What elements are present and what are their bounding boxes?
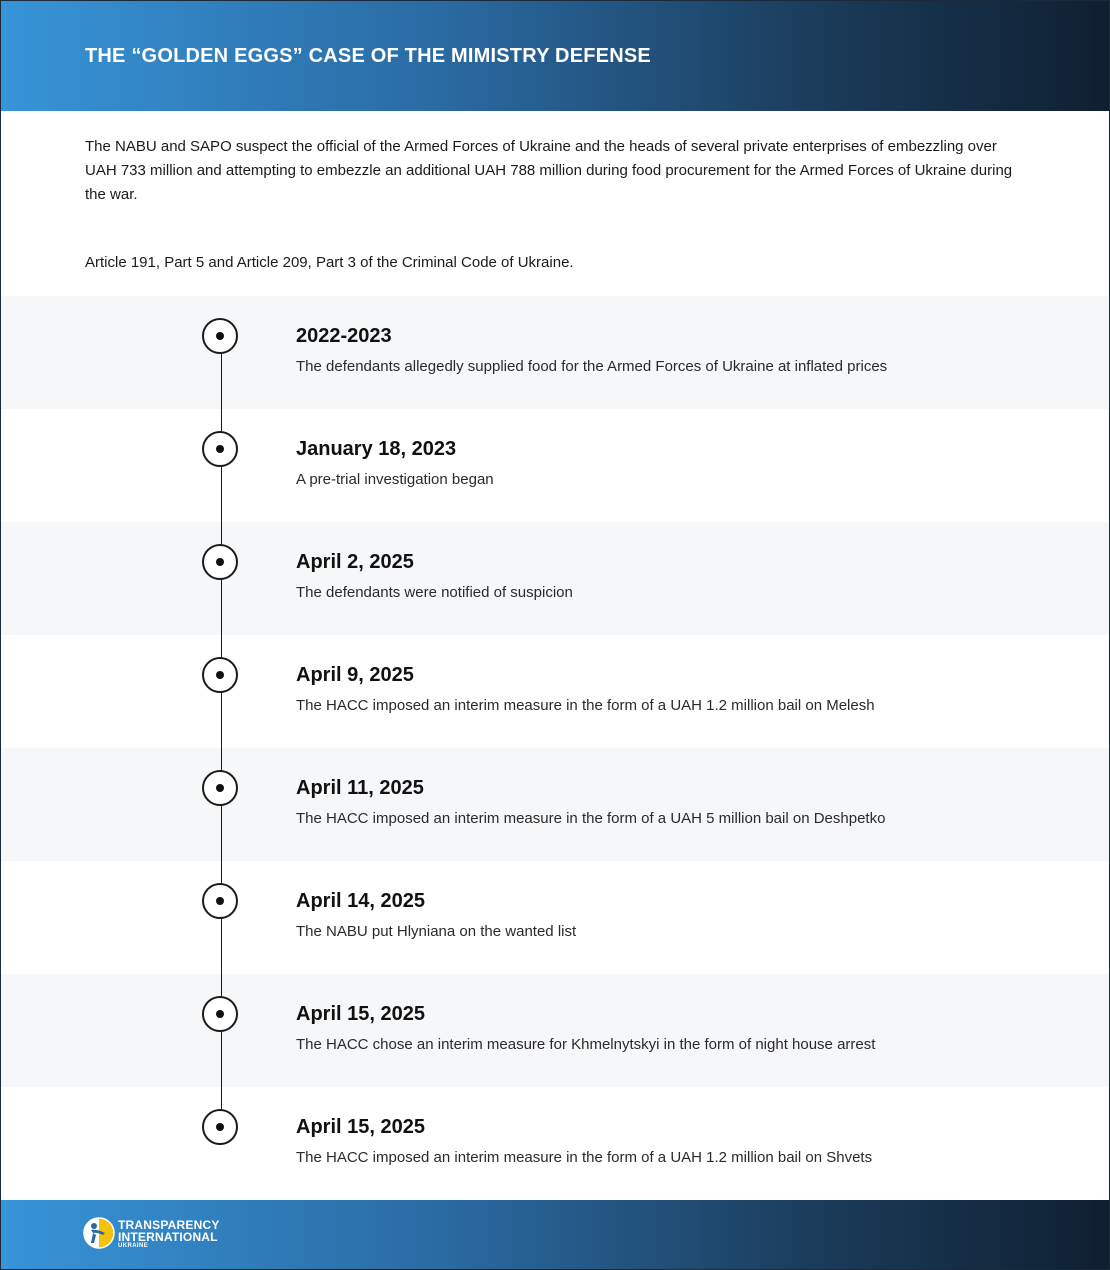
timeline-row [1, 861, 1109, 974]
timeline-date: January 18, 2023 [296, 438, 457, 460]
page-title: THE “GOLDEN EGGS” CASE OF THE MIMISTRY DEFENSE [85, 45, 651, 67]
timeline-marker-icon [202, 883, 238, 919]
timeline-row [1, 409, 1109, 522]
timeline-marker-icon [202, 1109, 238, 1145]
timeline-date: 2022-2023 [296, 325, 392, 347]
timeline-date: April 11, 2025 [296, 777, 424, 799]
timeline-row [1, 522, 1109, 635]
transparency-international-logo [83, 1216, 233, 1252]
timeline-row [1, 748, 1109, 861]
timeline-description: The HACC chose an interim measure for Khmelnytskyi in the form of night house arrest [296, 1036, 876, 1053]
timeline-marker-icon [202, 431, 238, 467]
timeline-row [1, 296, 1109, 409]
timeline-description: The HACC imposed an interim measure in the form of a UAH 1.2 million bail on Shvets [296, 1149, 873, 1166]
timeline-marker-icon [202, 657, 238, 693]
timeline-marker-icon [202, 770, 238, 806]
timeline-row [1, 1087, 1109, 1200]
timeline-row [1, 635, 1109, 748]
timeline-description: The HACC imposed an interim measure in the form of a UAH 1.2 million bail on Melesh [296, 697, 875, 714]
timeline-marker-icon [202, 996, 238, 1032]
logo-text-line1: TRANSPARENCY [118, 1218, 220, 1232]
timeline-date: April 9, 2025 [296, 664, 414, 686]
legal-article-reference: Article 191, Part 5 and Article 209, Part 3 of the Criminal Code of Ukraine. [85, 254, 574, 271]
logo-text-line3: UKRAINE [118, 1243, 149, 1249]
timeline-row [1, 974, 1109, 1087]
timeline-date: April 2, 2025 [296, 551, 414, 573]
timeline-description: The defendants were notified of suspicion [296, 584, 573, 601]
logo-emblem-icon [83, 1217, 115, 1249]
header-banner [1, 1, 1109, 111]
timeline-date: April 15, 2025 [296, 1003, 425, 1025]
timeline-description: The defendants allegedly supplied food for the Armed Forces of Ukraine at inflated prices [296, 358, 888, 375]
timeline-date: April 14, 2025 [296, 890, 425, 912]
timeline [1, 296, 1109, 1200]
timeline-marker-icon [202, 318, 238, 354]
timeline-description: A pre-trial investigation began [296, 471, 494, 488]
logo-text-line2: INTERNATIONAL [118, 1230, 218, 1244]
timeline-marker-icon [202, 544, 238, 580]
footer-banner [1, 1200, 1109, 1269]
timeline-date: April 15, 2025 [296, 1116, 425, 1138]
timeline-description: The NABU put Hlyniana on the wanted list [296, 923, 577, 940]
intro-paragraph: The NABU and SAPO suspect the official of the Armed Forces of Ukraine and the heads of several private enterprises of embezzling over UAH 733 million and attempting to embezzle an additional UAH 788 million during food procurement for the Armed Forces of Ukraine during the war. [85, 138, 1013, 203]
timeline-description: The HACC imposed an interim measure in the form of a UAH 5 million bail on Deshpetko [296, 810, 886, 827]
